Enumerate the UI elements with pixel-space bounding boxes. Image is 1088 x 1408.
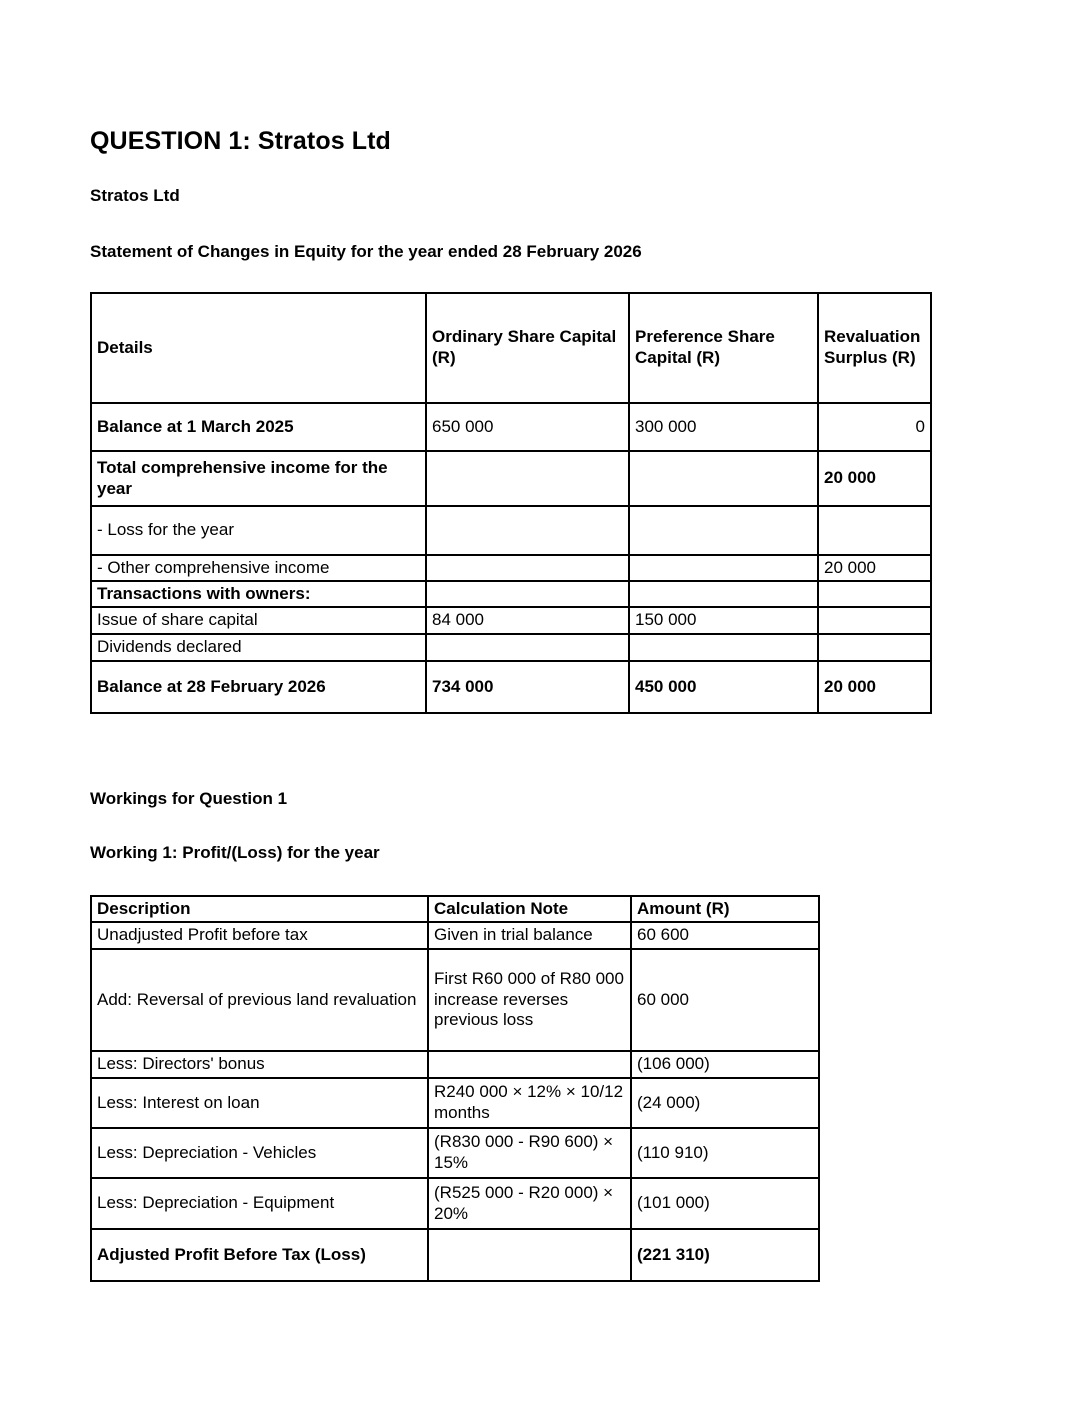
- column-header-details: Details: [91, 293, 426, 403]
- cell-note: Given in trial balance: [428, 922, 631, 949]
- cell-amount: (221 310): [631, 1229, 819, 1281]
- cell-ordinary: 84 000: [426, 607, 629, 634]
- table-row: [91, 661, 931, 713]
- column-header-revaluation-surplus: Revaluation Surplus (R): [818, 293, 931, 403]
- table-row: [91, 634, 931, 661]
- cell-revaluation: [818, 506, 931, 555]
- cell-revaluation: [818, 607, 931, 634]
- statement-of-changes-in-equity-table: [90, 292, 932, 714]
- cell-ordinary: [426, 451, 629, 506]
- row-label: Unadjusted Profit before tax: [91, 922, 428, 949]
- cell-note: [428, 1229, 631, 1281]
- table-row: [91, 949, 819, 1051]
- cell-amount: (110 910): [631, 1128, 819, 1178]
- table-row: [91, 451, 931, 506]
- table-row: [91, 1178, 819, 1229]
- page-title: QUESTION 1: Stratos Ltd: [90, 127, 391, 155]
- cell-preference: 300 000: [629, 403, 818, 451]
- cell-amount: (106 000): [631, 1051, 819, 1078]
- table-row: [91, 1078, 819, 1128]
- table-row: [91, 922, 819, 949]
- cell-ordinary: [426, 506, 629, 555]
- cell-preference: [629, 555, 818, 581]
- cell-ordinary: 734 000: [426, 661, 629, 713]
- cell-preference: 450 000: [629, 661, 818, 713]
- column-header-calculation-note: Calculation Note: [428, 896, 631, 922]
- cell-revaluation: 20 000: [818, 661, 931, 713]
- table-row: [91, 1051, 819, 1078]
- row-label: Balance at 1 March 2025: [91, 403, 426, 451]
- cell-ordinary: [426, 555, 629, 581]
- cell-ordinary: 650 000: [426, 403, 629, 451]
- working1-profit-loss-table: [90, 895, 820, 1282]
- cell-note: First R60 000 of R80 000 increase reverses previous loss: [428, 949, 631, 1051]
- row-label: Less: Interest on loan: [91, 1078, 428, 1128]
- column-header-preference-share-capital: Preference Share Capital (R): [629, 293, 818, 403]
- cell-amount: (101 000): [631, 1178, 819, 1229]
- row-label: Total comprehensive income for the year: [91, 451, 426, 506]
- row-label: Less: Depreciation - Vehicles: [91, 1128, 428, 1178]
- table-row: [91, 403, 931, 451]
- cell-ordinary: [426, 581, 629, 607]
- cell-amount: 60 600: [631, 922, 819, 949]
- cell-revaluation: 20 000: [818, 555, 931, 581]
- row-label: Less: Depreciation - Equipment: [91, 1178, 428, 1229]
- cell-preference: [629, 581, 818, 607]
- cell-note: [428, 1051, 631, 1078]
- working1-heading: Working 1: Profit/(Loss) for the year: [90, 843, 380, 862]
- table-row: [91, 581, 931, 607]
- table-header-row: [91, 293, 931, 403]
- table-header-row: [91, 896, 819, 922]
- row-label: Add: Reversal of previous land revaluation: [91, 949, 428, 1051]
- cell-amount: (24 000): [631, 1078, 819, 1128]
- column-header-description: Description: [91, 896, 428, 922]
- column-header-amount: Amount (R): [631, 896, 819, 922]
- company-name: Stratos Ltd: [90, 186, 180, 205]
- row-label: Transactions with owners:: [91, 581, 426, 607]
- table-row: [91, 1229, 819, 1281]
- statement-title: Statement of Changes in Equity for the year ended 28 February 2026: [90, 242, 642, 261]
- row-label: - Loss for the year: [91, 506, 426, 555]
- cell-preference: [629, 506, 818, 555]
- cell-revaluation: [818, 634, 931, 661]
- table-row: [91, 555, 931, 581]
- cell-preference: [629, 451, 818, 506]
- cell-revaluation: 20 000: [818, 451, 931, 506]
- row-label: Dividends declared: [91, 634, 426, 661]
- row-label: Adjusted Profit Before Tax (Loss): [91, 1229, 428, 1281]
- cell-note: (R830 000 - R90 600) × 15%: [428, 1128, 631, 1178]
- row-label: Balance at 28 February 2026: [91, 661, 426, 713]
- cell-preference: 150 000: [629, 607, 818, 634]
- cell-preference: [629, 634, 818, 661]
- cell-ordinary: [426, 634, 629, 661]
- cell-revaluation: 0: [818, 403, 931, 451]
- workings-heading: Workings for Question 1: [90, 789, 288, 808]
- row-label: Less: Directors' bonus: [91, 1051, 428, 1078]
- table-row: [91, 506, 931, 555]
- row-label: - Other comprehensive income: [91, 555, 426, 581]
- cell-note: (R525 000 - R20 000) × 20%: [428, 1178, 631, 1229]
- table-row: [91, 1128, 819, 1178]
- row-label: Issue of share capital: [91, 607, 426, 634]
- column-header-ordinary-share-capital: Ordinary Share Capital (R): [426, 293, 629, 403]
- cell-revaluation: [818, 581, 931, 607]
- cell-amount: 60 000: [631, 949, 819, 1051]
- cell-note: R240 000 × 12% × 10/12 months: [428, 1078, 631, 1128]
- table-row: [91, 607, 931, 634]
